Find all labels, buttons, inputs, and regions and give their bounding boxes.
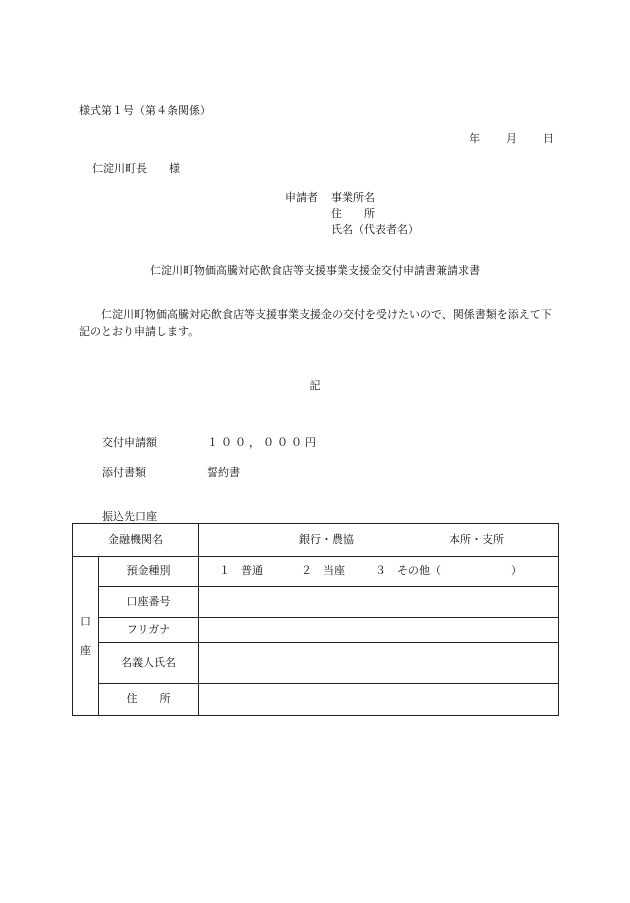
date-day: 日	[543, 132, 554, 145]
holder-address-field[interactable]	[199, 684, 559, 716]
bank-account-heading: 振込先口座	[102, 510, 157, 523]
date-line	[469, 132, 554, 147]
deposit-option-other[interactable]: ３ その他（	[375, 564, 441, 578]
deposit-type-label-cell	[99, 557, 199, 587]
institution-label-cell	[73, 524, 199, 557]
branch-types: 本所・支所	[449, 532, 504, 546]
amount-value: １００，０００円	[207, 436, 319, 449]
applicant-business-name-label: 事業所名	[331, 191, 375, 204]
addressee: 仁淀川町長 様	[92, 162, 180, 175]
attachment-value: 誓約書	[207, 466, 240, 479]
holder-address-label-cell	[99, 684, 199, 716]
account-side-label	[73, 557, 99, 716]
bank-account-table	[72, 523, 559, 716]
amount-label: 交付申請額	[102, 436, 157, 449]
institution-value-cell[interactable]	[199, 524, 559, 557]
bank-types: 銀行・農協	[299, 532, 354, 546]
document-title: 仁淀川町物価高騰対応飲食店等支援事業支援金交付申請書兼請求書	[150, 264, 480, 277]
deposit-type-options[interactable]	[199, 557, 559, 587]
account-number-field[interactable]	[199, 587, 559, 618]
ki-heading: 記	[309, 379, 321, 392]
date-year: 年	[469, 132, 480, 145]
applicant-block	[285, 191, 419, 239]
holder-name-label-cell	[99, 643, 199, 684]
holder-address-label: 住 所	[126, 692, 171, 706]
deposit-type-label: 預金種別	[126, 564, 171, 578]
deposit-option-current[interactable]: ２ 当座	[301, 564, 345, 578]
holder-name-field[interactable]	[199, 643, 559, 684]
account-side-1: 口	[80, 614, 91, 628]
furigana-label: フリガナ	[126, 622, 171, 636]
holder-name-label: 名義人氏名	[121, 655, 176, 669]
deposit-option-other-close: ）	[511, 564, 522, 578]
account-number-label-cell	[99, 587, 199, 618]
furigana-field[interactable]	[199, 618, 559, 643]
amount-row	[102, 436, 319, 451]
attachment-label: 添付書類	[102, 466, 146, 479]
deposit-option-ordinary[interactable]: １ 普通	[219, 564, 263, 578]
account-number-label: 口座番号	[126, 594, 171, 608]
institution-label: 金融機関名	[108, 532, 163, 546]
applicant-label: 申請者	[285, 191, 318, 204]
applicant-address-label: 住 所	[331, 207, 375, 220]
applicant-name-label: 氏名（代表者名）	[331, 223, 419, 236]
account-side-2: 座	[80, 644, 91, 657]
application-statement: 仁淀川町物価高騰対応飲食店等支援事業支援金の交付を受けたいので、関係書類を添えて下記のとおり申請します。	[79, 308, 552, 339]
form-number: 様式第１号（第４条関係）	[79, 104, 211, 117]
attachment-row	[102, 466, 240, 481]
date-month: 月	[506, 132, 517, 145]
furigana-label-cell	[99, 618, 199, 643]
